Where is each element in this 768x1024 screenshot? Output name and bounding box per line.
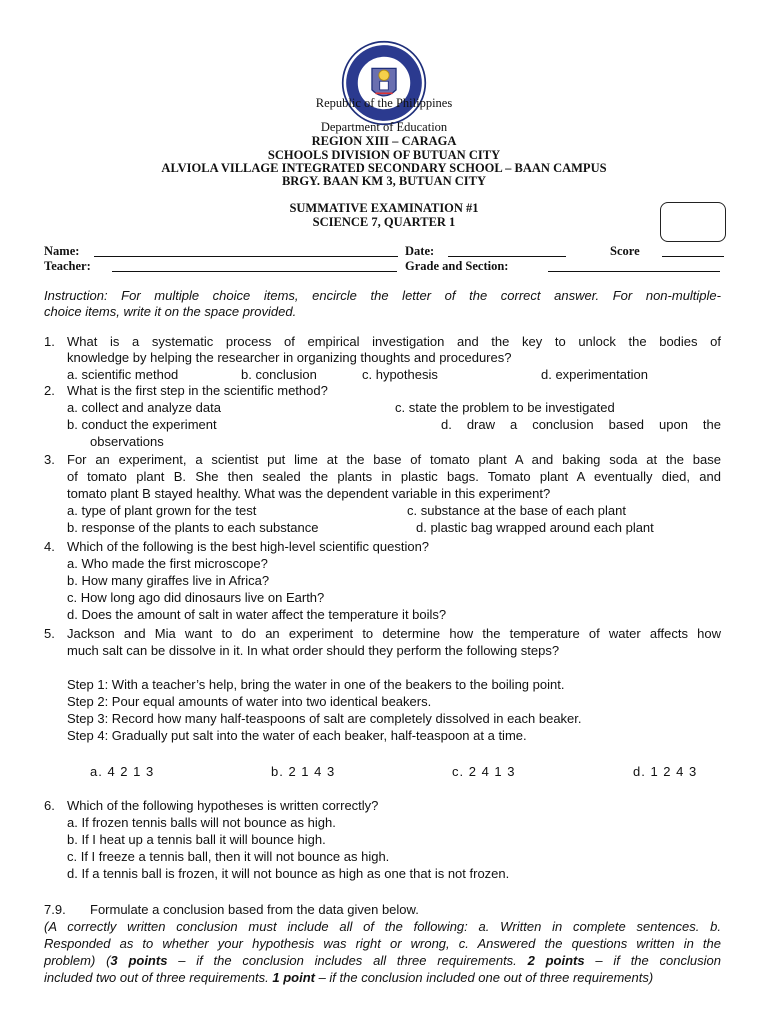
- q1-number: 1.: [44, 334, 55, 349]
- q4-option-a[interactable]: a. Who made the first microscope?: [67, 556, 268, 571]
- q3-option-d[interactable]: d. plastic bag wrapped around each plant: [416, 520, 654, 535]
- score-box[interactable]: [660, 202, 726, 242]
- address-line: BRGY. BAAN KM 3, BUTUAN CITY: [281, 174, 487, 188]
- q79-rubric-4c: – if the conclusion included one out of three requirements): [314, 970, 654, 985]
- q6-number: 6.: [44, 798, 55, 813]
- q79-rubric-line-3: [44, 952, 721, 969]
- q79-rubric-3e: – if the conclusion: [584, 953, 721, 968]
- q1-option-b[interactable]: b. conclusion: [241, 367, 317, 382]
- q4-option-c[interactable]: c. How long ago did dinosaurs live on Earth?: [67, 590, 325, 605]
- q5-option-d[interactable]: d. 1 2 4 3: [633, 764, 698, 779]
- q1-option-c[interactable]: c. hypothesis: [362, 367, 438, 382]
- q5-text-line-1: Jackson and Mia want to do an experiment to determine how the temperature of water affects how: [67, 626, 721, 641]
- instruction-line-2: choice items, write it on the space provided.: [44, 304, 297, 319]
- q5-option-a[interactable]: a. 4 2 1 3: [90, 764, 155, 779]
- q2-option-d[interactable]: d. draw a conclusion based upon the: [441, 417, 721, 432]
- q5-number: 5.: [44, 626, 55, 641]
- q5-text-line-2: much salt can be dissolve in it. In what order should they perform the following steps?: [67, 643, 560, 658]
- score-label: Score: [610, 244, 640, 258]
- q3-text-line-2: of tomato plant B. She then sealed the plants in plastic bags. Tomato plant A eventually died, and: [67, 469, 721, 484]
- exam-title: SUMMATIVE EXAMINATION #1: [289, 201, 479, 215]
- grade-section-label: Grade and Section:: [405, 259, 509, 273]
- teacher-label: Teacher:: [44, 259, 91, 273]
- q5-option-b[interactable]: b. 2 1 4 3: [271, 764, 336, 779]
- republic-line: Republic of the Philippines: [315, 96, 453, 110]
- q4-option-b[interactable]: b. How many giraffes live in Africa?: [67, 573, 270, 588]
- q1-option-a[interactable]: a. scientific method: [67, 367, 179, 382]
- q79-points-3: 3 points: [110, 953, 168, 968]
- exam-subject: SCIENCE 7, QUARTER 1: [312, 215, 456, 229]
- q79-text: Formulate a conclusion based from the data given below.: [90, 902, 419, 917]
- q6-text: Which of the following hypotheses is written correctly?: [67, 798, 379, 813]
- q1-text-line-1: What is a systematic process of empirical investigation and the key to unlock the bodies of: [67, 334, 721, 349]
- q4-text: Which of the following is the best high-level scientific question?: [67, 539, 430, 554]
- name-field[interactable]: [94, 256, 398, 257]
- school-line: ALVIOLA VILLAGE INTEGRATED SECONDARY SCHOOL – BAAN CAMPUS: [161, 161, 607, 175]
- q6-option-d[interactable]: d. If a tennis ball is frozen, it will not bounce as high as one that is not frozen.: [67, 866, 510, 881]
- q4-number: 4.: [44, 539, 55, 554]
- q79-rubric-line-2: Responded as to whether your hypothesis was right or wrong, c. Answered the questions written in the: [44, 936, 721, 951]
- q1-text-line-2: knowledge by helping the researcher in organizing thoughts and procedures?: [67, 350, 512, 365]
- teacher-field[interactable]: [112, 271, 397, 272]
- q3-number: 3.: [44, 452, 55, 467]
- q3-option-b[interactable]: b. response of the plants to each substance: [67, 520, 319, 535]
- q2-option-a[interactable]: a. collect and analyze data: [67, 400, 221, 415]
- date-field[interactable]: [448, 256, 566, 257]
- department-line: Department of Education: [320, 120, 448, 134]
- q5-step-3: Step 3: Record how many half-teaspoons of salt are completely dissolved in each beaker.: [67, 711, 582, 726]
- q1-option-d[interactable]: d. experimentation: [541, 367, 648, 382]
- q79-rubric-3c: – if the conclusion includes all three requirements.: [167, 953, 528, 968]
- q6-option-b[interactable]: b. If I heat up a tennis ball it will bounce high.: [67, 832, 326, 847]
- q3-text-line-3: tomato plant B stayed healthy. What was the dependent variable in this experiment?: [67, 486, 551, 501]
- q5-step-4: Step 4: Gradually put salt into the water of each beaker, half-teaspoon at a time.: [67, 728, 527, 743]
- name-label: Name:: [44, 244, 80, 258]
- q79-rubric-3a: problem) (: [44, 953, 111, 968]
- q5-option-c[interactable]: c. 2 4 1 3: [452, 764, 516, 779]
- grade-section-field[interactable]: [548, 271, 720, 272]
- deped-seal-logo: [341, 40, 427, 126]
- q79-number: 7.9.: [44, 902, 66, 917]
- q79-rubric-4a: included two out of three requirements.: [44, 970, 273, 985]
- q6-option-c[interactable]: c. If I freeze a tennis ball, then it will not bounce as high.: [67, 849, 390, 864]
- q2-option-d-continued: observations: [90, 434, 164, 449]
- q6-option-a[interactable]: a. If frozen tennis balls will not bounce as high.: [67, 815, 336, 830]
- q79-points-2: 2 points: [527, 953, 585, 968]
- q2-number: 2.: [44, 383, 55, 398]
- q79-points-1: 1 point: [272, 970, 315, 985]
- date-label: Date:: [405, 244, 435, 258]
- instruction-line-1: Instruction: For multiple choice items, encircle the letter of the correct answer. For non-multiple-: [44, 288, 721, 303]
- q79-rubric-line-1: (A correctly written conclusion must include all of the following: a. Written in complete sentences. b.: [44, 919, 721, 934]
- q2-text: What is the first step in the scientific method?: [67, 383, 328, 398]
- q2-option-b[interactable]: b. conduct the experiment: [67, 417, 217, 432]
- q3-option-a[interactable]: a. type of plant grown for the test: [67, 503, 257, 518]
- q5-step-2: Step 2: Pour equal amounts of water into two identical beakers.: [67, 694, 432, 709]
- q3-option-c[interactable]: c. substance at the base of each plant: [407, 503, 626, 518]
- q79-rubric-line-4: [44, 969, 653, 986]
- q2-option-c[interactable]: c. state the problem to be investigated: [395, 400, 615, 415]
- division-line: SCHOOLS DIVISION OF BUTUAN CITY: [267, 148, 501, 162]
- q3-text-line-1: For an experiment, a scientist put lime at the base of tomato plant A and baking soda at the base: [67, 452, 721, 467]
- q5-step-1: Step 1: With a teacher’s help, bring the water in one of the beakers to the boiling point.: [67, 677, 565, 692]
- q4-option-d[interactable]: d. Does the amount of salt in water affect the temperature it boils?: [67, 607, 447, 622]
- region-line: REGION XIII – CARAGA: [311, 134, 457, 148]
- score-line: [662, 256, 724, 257]
